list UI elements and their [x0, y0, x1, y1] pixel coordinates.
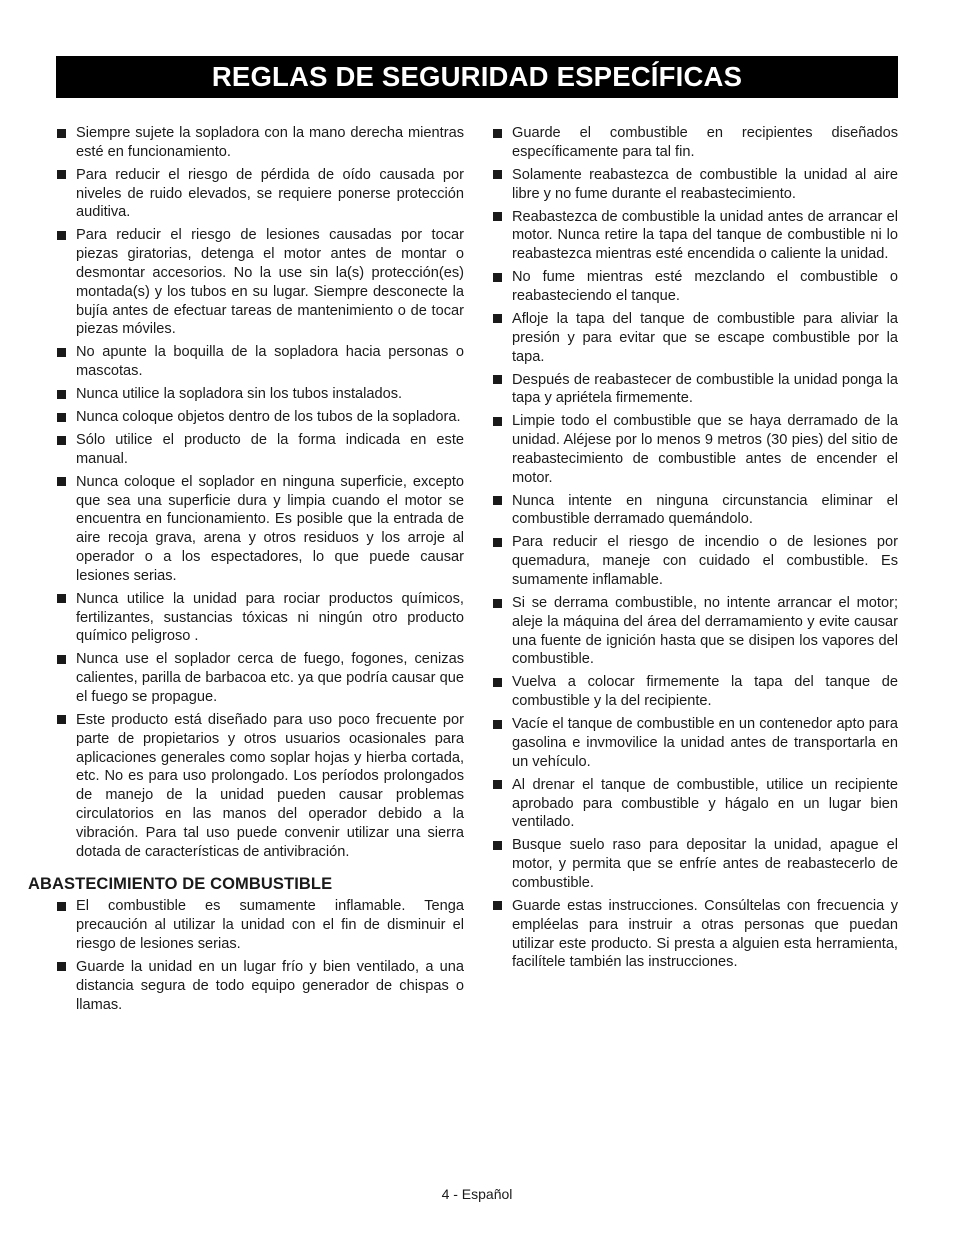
list-item: [462, 533, 898, 589]
square-bullet-icon: [493, 678, 502, 687]
list-item-text: Nunca utilice la unidad para rociar productos químicos, fertilizantes, sustancias tóxicas ni ningún otro producto químico peligroso .: [76, 590, 464, 645]
list-item-text: El combustible es sumamente inflamable. Tenga precaución al utilizar la unidad con el fin de disminuir el riesgo de lesiones serias.: [76, 898, 464, 952]
square-bullet-icon: [57, 477, 66, 486]
square-bullet-icon: [493, 417, 502, 426]
list-item: [28, 650, 464, 706]
list-item: [28, 590, 464, 646]
square-bullet-icon: [57, 655, 66, 664]
list-item: [28, 473, 464, 586]
list-item: [462, 310, 898, 366]
page-footer: 4 - Español: [441, 1186, 513, 1202]
right-column: [462, 124, 898, 976]
square-bullet-icon: [57, 348, 66, 357]
title-bar: [56, 56, 898, 98]
square-bullet-icon: [493, 780, 502, 789]
list-item-text: Reabastezca de combustible la unidad antes de arrancar el motor. Nunca retire la tapa del tanque de combustible ni lo reabastezca mientras esté encendida o caliente la unidad.: [512, 208, 898, 263]
list-item-text: Solamente reabastezca de combustible la unidad al aire libre y no fume durante el reabastecimiento.: [512, 166, 898, 202]
list-item-text: Busque suelo raso para depositar la unidad, apague el motor, y permita que se enfríe antes de reabastecerlo de combustible.: [512, 837, 898, 891]
safety-rules-list: [28, 124, 464, 861]
list-item-text: Para reducir el riesgo de pérdida de oído causada por niveles de ruido elevados, se requiere ponerse protección auditiva.: [76, 166, 464, 221]
list-item-text: Al drenar el tanque de combustible, utilice un recipiente aprobado para combustible y hágalo en un lugar bien ventilado.: [512, 776, 898, 831]
list-item-text: Guarde estas instrucciones. Consúltelas con frecuencia y empléelas para instruir a otras personas que puedan utilizar este producto. Si presta a alguien esta herramienta, facilítele también las instrucciones.: [512, 897, 898, 971]
list-item-text: Guarde la unidad en un lugar frío y bien ventilado, a una distancia segura de todo equipo generador de chispas o llamas.: [76, 958, 464, 1013]
list-item: [28, 124, 464, 162]
list-item-text: Para reducir el riesgo de incendio o de lesiones por quemadura, maneje con cuidado el combustible. Es sumamente inflamable.: [512, 534, 898, 589]
list-item: [28, 711, 464, 861]
list-item: [462, 897, 898, 972]
list-item-text: Siempre sujete la sopladora con la mano derecha mientras esté en funcionamiento.: [76, 125, 464, 160]
square-bullet-icon: [493, 129, 502, 138]
square-bullet-icon: [57, 715, 66, 724]
list-item: [462, 124, 898, 162]
list-item: [462, 673, 898, 711]
list-item-text: Después de reabastecer de combustible la unidad ponga la tapa y apriétela firmemente.: [512, 371, 898, 407]
square-bullet-icon: [57, 129, 66, 138]
list-item: [462, 776, 898, 832]
list-item: [462, 715, 898, 771]
left-column: [28, 124, 464, 1019]
square-bullet-icon: [57, 902, 66, 911]
fuel-rules-list-continued: [462, 124, 898, 972]
square-bullet-icon: [493, 720, 502, 729]
list-item: [28, 408, 464, 427]
square-bullet-icon: [493, 599, 502, 608]
list-item: [28, 431, 464, 469]
list-item: [462, 594, 898, 669]
list-item-text: Guarde el combustible en recipientes diseñados específicamente para tal fin.: [512, 125, 898, 160]
square-bullet-icon: [493, 538, 502, 547]
list-item-text: Este producto está diseñado para uso poco frecuente por parte de propietarios y otros usuarios ocasionales para aplicaciones generales como soplar hojas y hierba cortada, etc. No es para uso prolongado. Los períodos prolongados de manejo de la unidad pueden causar problemas circulatorios en las manos del operador debido a la vibración. Para tal uso puede convenir utilizar una sierra dotada de características de antivibración.: [76, 711, 464, 860]
list-item: [28, 385, 464, 404]
square-bullet-icon: [57, 170, 66, 179]
square-bullet-icon: [57, 594, 66, 603]
list-item-text: Nunca intente en ninguna circunstancia eliminar el combustible derramado quemándolo.: [512, 492, 898, 528]
list-item-text: Si se derrama combustible, no intente arrancar el motor; aleje la máquina del área del derramamiento y evite causar una fuente de ignición hasta que se disipen los vapores del combustible.: [512, 595, 898, 668]
list-item-text: Sólo utilice el producto de la forma indicada en este manual.: [76, 432, 464, 467]
page-title: REGLAS DE SEGURIDAD ESPECÍFICAS: [211, 61, 743, 92]
square-bullet-icon: [493, 901, 502, 910]
list-item-text: Limpie todo el combustible que se haya derramado de la unidad. Aléjese por lo menos 9 metros (30 pies) del sitio de reabastecimiento de combustible antes de encender el motor.: [512, 413, 898, 486]
list-item-text: No fume mientras esté mezclando el combustible o reabasteciendo el tanque.: [512, 269, 898, 304]
list-item-text: Nunca use el soplador cerca de fuego, fogones, cenizas calientes, parilla de barbacoa etc. ya que podría causar que el fuego se propague.: [76, 651, 464, 705]
list-item: [462, 208, 898, 264]
fuel-rules-list: [28, 897, 464, 1014]
list-item: [462, 836, 898, 892]
list-item-text: No apunte la boquilla de la sopladora hacia personas o mascotas.: [76, 344, 464, 380]
list-item: [28, 166, 464, 222]
list-item: [462, 492, 898, 530]
square-bullet-icon: [493, 496, 502, 505]
list-item: [28, 958, 464, 1014]
square-bullet-icon: [57, 962, 66, 971]
list-item: [28, 343, 464, 381]
list-item: [28, 897, 464, 953]
list-item-text: Vacíe el tanque de combustible en un contenedor apto para gasolina e invmovilice la unidad antes de transportarla en un vehículo.: [512, 716, 898, 770]
square-bullet-icon: [493, 314, 502, 323]
list-item: [28, 226, 464, 339]
square-bullet-icon: [57, 413, 66, 422]
square-bullet-icon: [57, 390, 66, 399]
section-heading-fuel: ABASTECIMIENTO DE COMBUSTIBLE: [28, 875, 333, 894]
square-bullet-icon: [493, 273, 502, 282]
list-item: [462, 268, 898, 306]
list-item-text: Para reducir el riesgo de lesiones causadas por tocar piezas giratorias, detenga el motor antes de montar o desmontar accesorios. No la use sin la(s) protección(es) montada(s) y los tubos en su lugar. Siempre desconecte la bujía antes de efectuar tareas de mantenimiento o de tocar piezas móviles.: [76, 227, 464, 338]
list-item-text: Nunca coloque objetos dentro de los tubos de la sopladora.: [76, 409, 461, 426]
list-item: [462, 412, 898, 487]
square-bullet-icon: [57, 436, 66, 445]
square-bullet-icon: [493, 375, 502, 384]
list-item-text: Nunca coloque el soplador en ninguna superficie, excepto que sea una superficie dura y limpia cuando el motor se encuentra en funcionamiento. Es posible que la entrada de aire recoja grava, arena y otros residuos y los arroje al operador o a los espectadores, lo que puede causar lesiones serias.: [76, 473, 464, 584]
square-bullet-icon: [493, 212, 502, 221]
square-bullet-icon: [493, 170, 502, 179]
list-item-text: Vuelva a colocar firmemente la tapa del tanque de combustible y la del recipiente.: [512, 674, 898, 710]
square-bullet-icon: [57, 231, 66, 240]
list-item: [462, 371, 898, 409]
list-item-text: Nunca utilice la sopladora sin los tubos instalados.: [76, 386, 403, 403]
list-item: [462, 166, 898, 204]
square-bullet-icon: [493, 841, 502, 850]
list-item-text: Afloje la tapa del tanque de combustible para aliviar la presión y para evitar que se escape combustible por la tapa.: [512, 310, 898, 365]
